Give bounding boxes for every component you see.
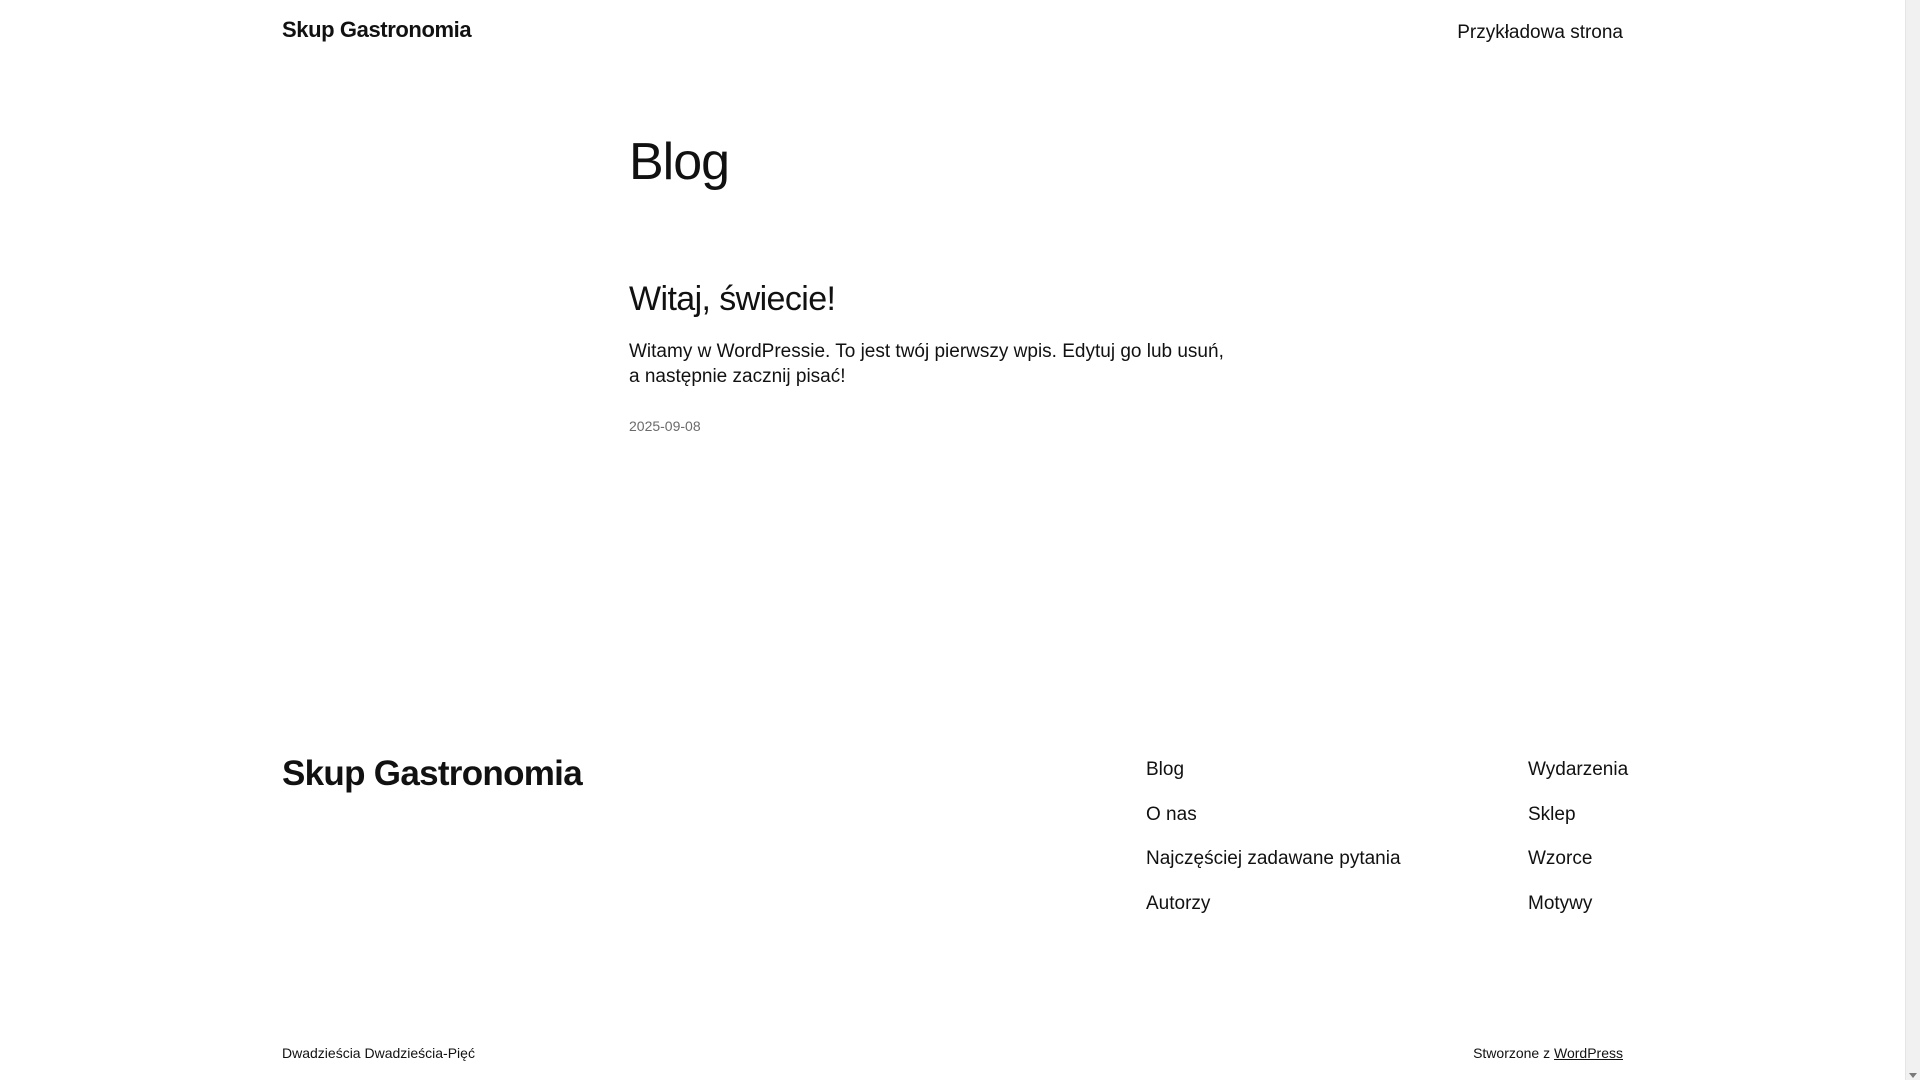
footer-nav-item	[1146, 846, 1401, 891]
footer-link-blog[interactable]: Blog	[1146, 759, 1185, 780]
footer-nav-item	[1146, 891, 1401, 936]
footer-link-themes[interactable]: Motywy	[1528, 892, 1593, 914]
footer-nav-column-2	[1528, 757, 1628, 935]
footer-nav-item	[1528, 891, 1628, 936]
footer-link-authors[interactable]: Autorzy	[1146, 892, 1211, 914]
footer-nav-item	[1528, 802, 1628, 847]
site-title-link[interactable]: Skup Gastronomia	[282, 17, 472, 42]
footer-nav-item	[1528, 757, 1628, 802]
footer-nav-item	[1528, 846, 1628, 891]
footer-link-about[interactable]: O nas	[1146, 803, 1197, 825]
scroll-down-arrow-icon[interactable]	[1909, 1073, 1917, 1078]
post-excerpt: Witamy w WordPressie. To jest twój pierwszy wpis. Edytuj go lub usuń, a następnie zacznij pisać!	[629, 341, 1224, 388]
footer-link-patterns[interactable]: Wzorce	[1528, 848, 1593, 869]
wordpress-link[interactable]: WordPress	[1554, 1045, 1623, 1061]
footer-link-shop[interactable]: Sklep	[1528, 803, 1576, 825]
footer-nav-column-1	[1146, 757, 1401, 935]
footer-link-faq[interactable]: Najczęściej zadawane pytania	[1146, 848, 1401, 869]
footer-site-title-link[interactable]: Skup Gastronomia	[282, 754, 582, 793]
powered-by	[1473, 1045, 1623, 1061]
page-title: Blog	[629, 133, 730, 191]
footer-nav-item	[1146, 802, 1401, 847]
post-date-link[interactable]: 2025-09-08	[629, 418, 701, 435]
powered-by-prefix: Stworzone z	[1473, 1045, 1555, 1061]
post-title-link[interactable]: Witaj, świecie!	[629, 280, 836, 318]
post-item	[629, 280, 1229, 436]
nav-link-sample-page[interactable]: Przykładowa strona	[1457, 22, 1623, 43]
footer-link-events[interactable]: Wydarzenia	[1528, 759, 1629, 780]
vertical-scrollbar[interactable]	[1905, 0, 1920, 1080]
footer-nav-item	[1146, 757, 1401, 802]
theme-credit: Dwadzieścia Dwadzieścia-Pięć	[282, 1045, 475, 1061]
